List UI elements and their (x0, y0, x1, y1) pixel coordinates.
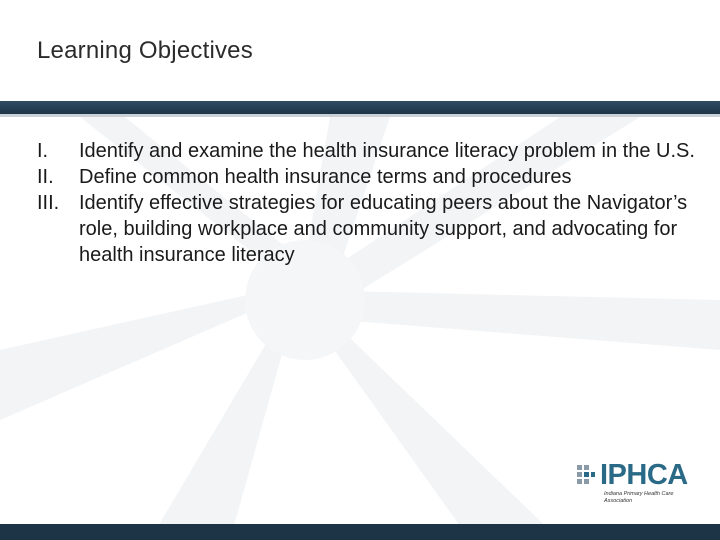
objective-number: III. (37, 192, 60, 214)
objective-text: Identify effective strategies for educating peers about the Navigator’s role, building workplace and community support, and advocating for health insurance literacy (79, 192, 688, 266)
logo-subtitle: Indiana Primary Health Care Association (604, 491, 674, 504)
title-divider-shadow (0, 114, 720, 117)
objectives-list (37, 138, 697, 268)
slide-title: Learning Objectives (37, 37, 253, 64)
objective-number: II. (37, 166, 54, 188)
footer-bar (0, 524, 720, 540)
iphca-logo (576, 459, 696, 506)
objective-item (37, 190, 697, 268)
objective-number: I. (37, 140, 49, 162)
title-divider (0, 101, 720, 114)
objective-text: Identify and examine the health insurance literacy problem in the U.S. (79, 140, 695, 162)
objective-item (37, 164, 697, 190)
objective-text: Define common health insurance terms and procedures (79, 166, 572, 188)
logo-name: IPHCA (600, 459, 688, 491)
starburst-grid-icon (576, 462, 602, 488)
objective-item (37, 138, 697, 164)
